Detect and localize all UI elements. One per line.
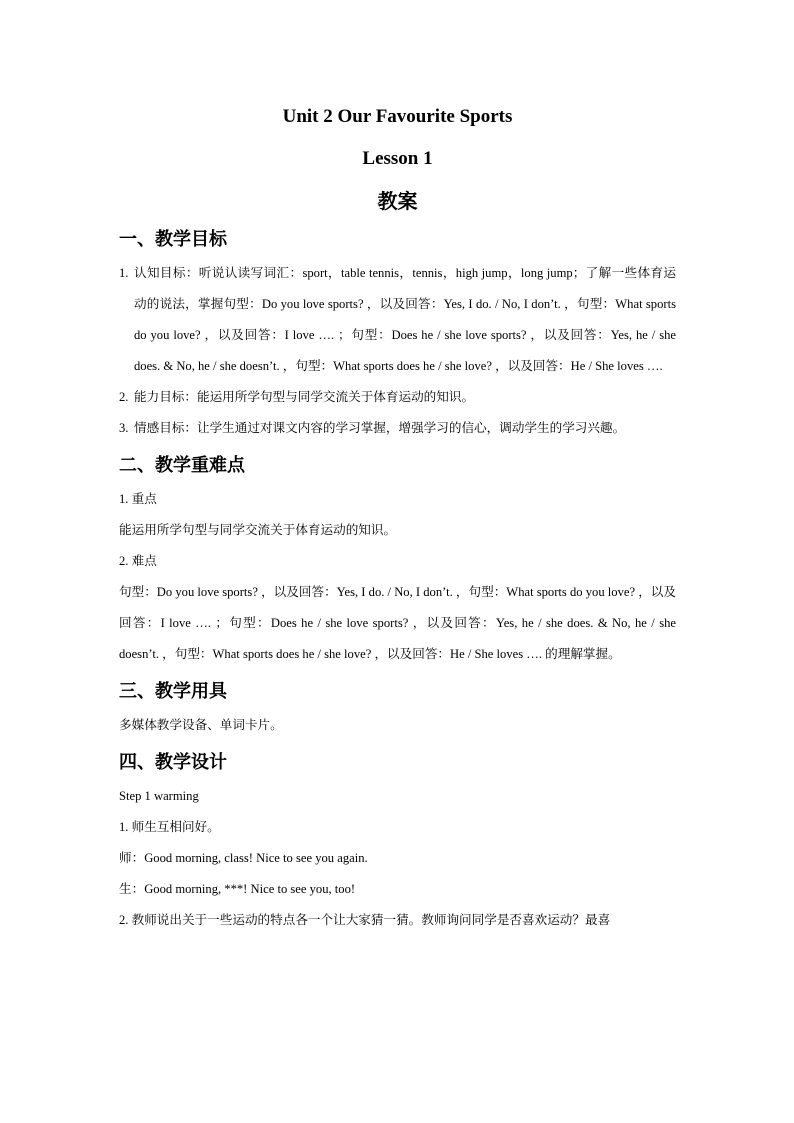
doc-type-title: 教案: [377, 189, 418, 213]
difficulty-text: 句型：Do you love sports? ，以及回答：Yes, I do. / No, I don’t. ，句型：What sports do you love? ，以及回答：I love …. ；句型：Does he / she love sports? ，以及回答：Yes, he / she does. & No, he / she doesn’t. ，句型：What sports does he / she love? ，以及回答：He / She loves …. 的理解掌握。: [119, 585, 676, 661]
section-heading-objectives: 一、教学目标: [119, 229, 227, 250]
document-body: [119, 100, 676, 936]
design-line-4: 2. 教师说出关于一些运动的特点各一个让大家猜一猜。教师询问同学是否喜欢运动？最喜: [119, 913, 611, 927]
unit-title: Unit 2 Our Favourite Sports: [282, 106, 513, 127]
objective-item-2: [119, 382, 676, 413]
subheading-difficulty: 2. 难点: [119, 554, 157, 568]
lesson-title: Lesson 1: [362, 148, 433, 169]
design-line-2: 师：Good morning, class! Nice to see you again.: [119, 851, 368, 865]
item-number: 1.: [119, 266, 129, 280]
key-point-text: 能运用所学句型与同学交流关于体育运动的知识。: [119, 523, 397, 537]
item-text: 认知目标：听说认读写词汇：sport，table tennis，tennis，high jump，long jump；了解一些体育运动的说法，掌握句型：Do you love sports? ，以及回答：Yes, I do. / No, I don’t. ，句型：What sports do you love? ，以及回答：I love …. ；句型：Does he / she love sports? ，以及回答：Yes, he / she does. & No, he / she doesn’t. ，句型：What sports does he / she love? ，以及回答：He / She loves ….: [134, 266, 676, 373]
design-line-1: 1. 师生互相问好。: [119, 820, 220, 834]
item-text: 情感目标：让学生通过对课文内容的学习掌握，增强学习的信心，调动学生的学习兴趣。: [134, 421, 626, 435]
objective-item-1: [119, 258, 676, 382]
section-heading-design: 四、教学设计: [119, 752, 227, 773]
item-text: 能力目标：能运用所学句型与同学交流关于体育运动的知识。: [134, 390, 475, 404]
subheading-key-point: 1. 重点: [119, 492, 157, 506]
step-heading: Step 1 warming: [119, 789, 199, 803]
item-number: 2.: [119, 390, 129, 404]
materials-text: 多媒体教学设备、单词卡片。: [119, 718, 283, 732]
objective-item-3: [119, 413, 676, 444]
design-line-3: 生：Good morning, ***! Nice to see you, too!: [119, 882, 356, 896]
section-heading-key-points: 二、教学重难点: [119, 455, 245, 476]
item-number: 3.: [119, 421, 129, 435]
section-heading-materials: 三、教学用具: [119, 681, 227, 702]
